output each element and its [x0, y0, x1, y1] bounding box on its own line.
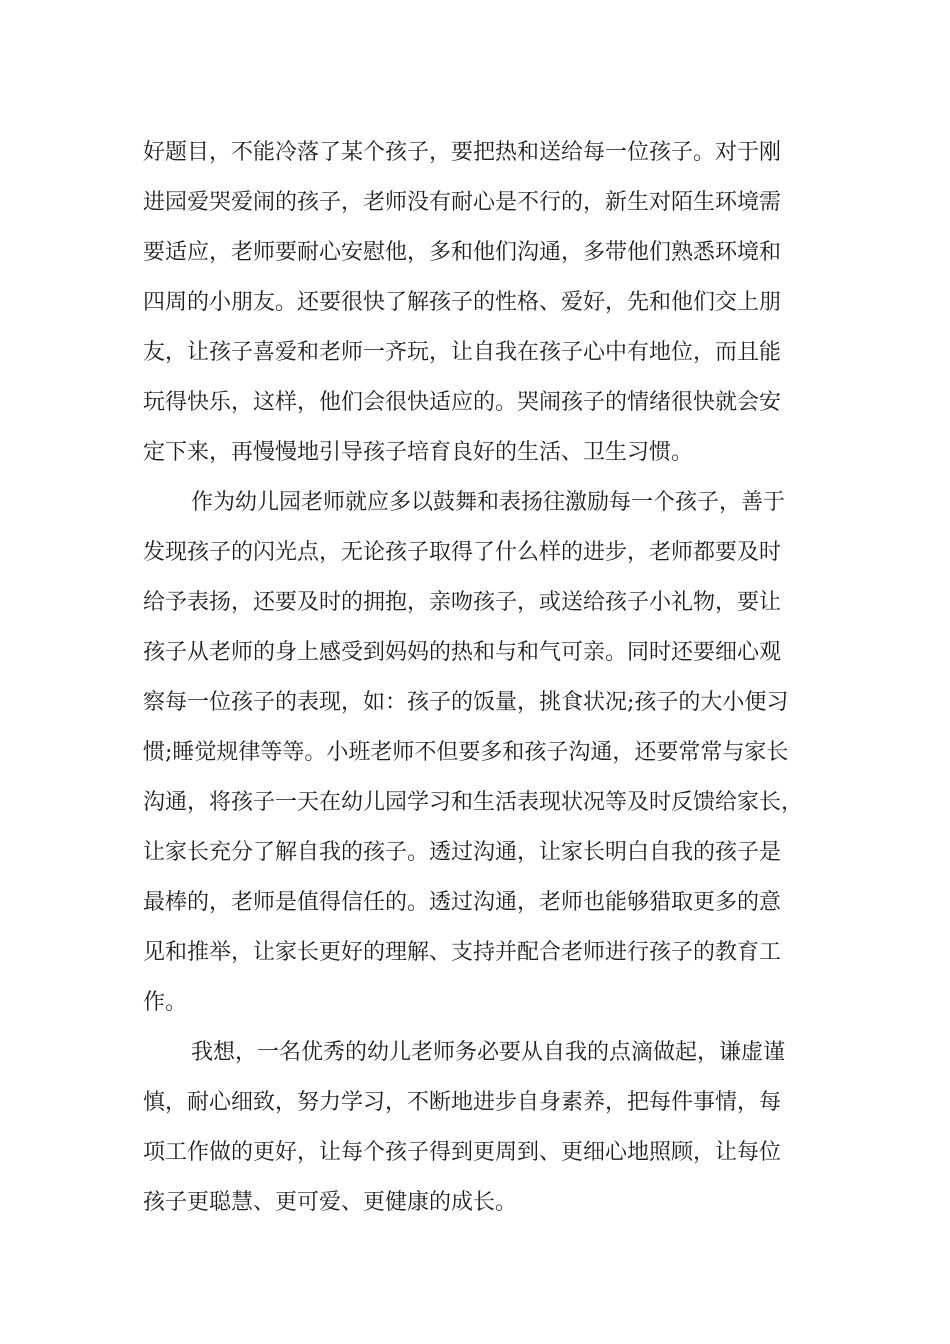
- paragraph-2-line-2: 发现孩子的闪光点，无论孩子取得了什么样的进步，老师都要及时: [143, 540, 782, 565]
- paragraph-2-line-3: 给予表扬，还要及时的拥抱，亲吻孩子，或送给孩子小礼物，要让: [143, 590, 782, 615]
- paragraph-2-line-10: 见和推举，让家长更好的理解、支持并配合老师进行孩子的教育工: [143, 940, 782, 965]
- paragraph-1-line-5: 友，让孩子喜爱和老师一齐玩，让自我在孩子心中有地位，而且能: [143, 340, 782, 365]
- paragraph-2-line-9: 最棒的，老师是值得信任的。透过沟通，老师也能够猎取更多的意: [143, 890, 782, 915]
- paragraph-2-line-4: 孩子从老师的身上感受到妈妈的热和与和气可亲。同时还要细心观: [143, 640, 782, 665]
- paragraph-1-line-7: 定下来，再慢慢地引导孩子培育良好的生活、卫生习惯。: [143, 440, 694, 465]
- paragraph-1-line-1: 好题目，不能冷落了某个孩子，要把热和送给每一位孩子。对于刚: [143, 140, 782, 165]
- paragraph-1-line-4: 四周的小朋友。还要很快了解孩子的性格、爱好，先和他们交上朋: [143, 290, 782, 315]
- paragraph-2-line-11: 作。: [143, 990, 188, 1015]
- paragraph-3-line-3: 项工作做的更好，让每个孩子得到更周到、更细心地照顾，让每位: [143, 1140, 782, 1165]
- paragraph-3-line-2: 慎，耐心细致，努力学习，不断地进步自身素养，把每件事情，每: [143, 1090, 782, 1115]
- paragraph-3-line-1: 我想，一名优秀的幼儿老师务必要从自我的点滴做起，谦虚谨: [191, 1040, 786, 1065]
- paragraph-1-line-3: 要适应，老师要耐心安慰他，多和他们沟通，多带他们熟悉环境和: [143, 240, 782, 265]
- paragraph-1-line-6: 玩得快乐，这样，他们会很快适应的。哭闹孩子的情绪很快就会安: [143, 390, 782, 415]
- paragraph-2-line-1: 作为幼儿园老师就应多以鼓舞和表扬往激励每一个孩子，善于: [191, 490, 786, 515]
- paragraph-2-line-5: 察每一位孩子的表现，如：孩子的饭量，挑食状况;孩子的大小便习: [143, 690, 789, 715]
- paragraph-1-line-2: 进园爱哭爱闹的孩子，老师没有耐心是不行的，新生对陌生环境需: [143, 190, 782, 215]
- paragraph-3-line-4: 孩子更聪慧、更可爱、更健康的成长。: [143, 1190, 518, 1215]
- paragraph-2-line-8: 让家长充分了解自我的孩子。透过沟通，让家长明白自我的孩子是: [143, 840, 782, 865]
- paragraph-2-line-6: 惯;睡觉规律等等。小班老师不但要多和孩子沟通，还要常常与家长: [143, 740, 789, 765]
- paragraph-2-line-7: 沟通，将孩子一天在幼儿园学习和生活表现状况等及时反馈给家长，: [143, 790, 804, 815]
